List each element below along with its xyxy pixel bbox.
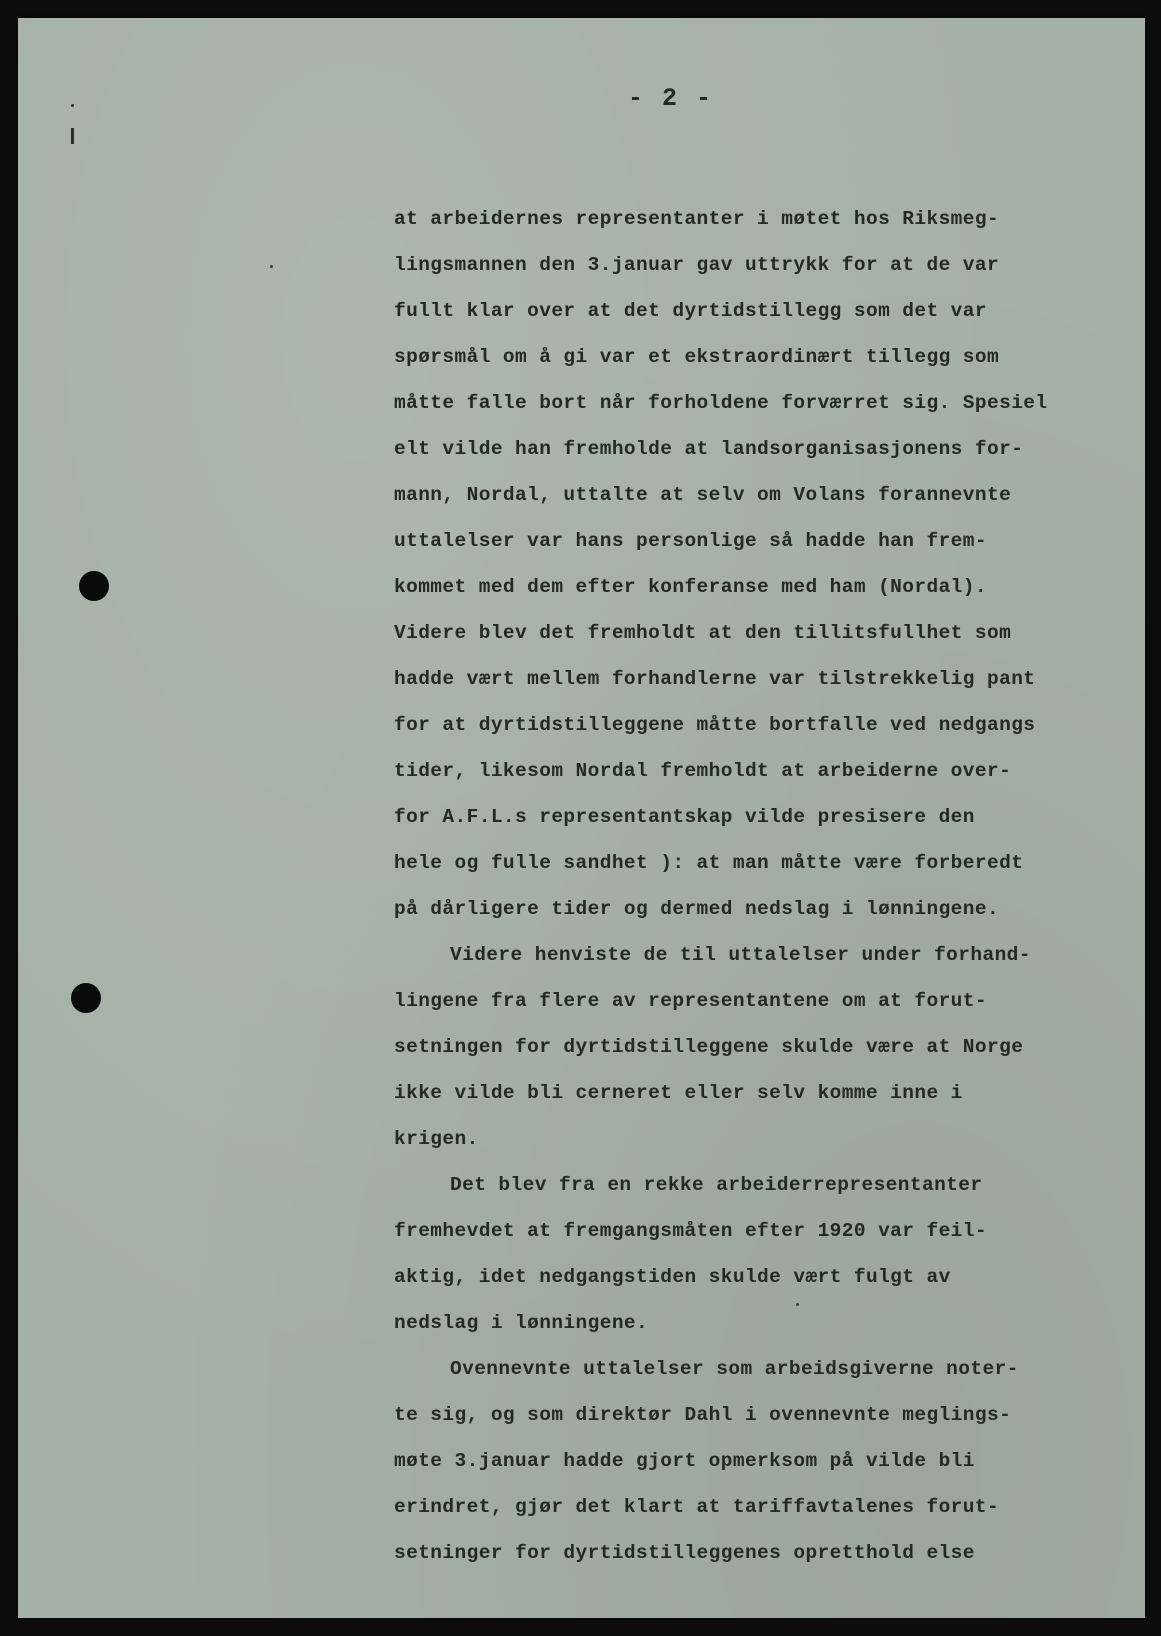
punch-hole-upper [79,571,109,601]
text-line: spørsmål om å gi var et ekstraordinært tillegg som [394,346,1000,368]
text-line: te sig, og som direktør Dahl i ovennevnte meglings- [394,1404,1012,1426]
typewritten-body [394,196,1114,1576]
text-line: kommet med dem efter konferanse med ham (Nordal). [394,576,987,598]
text-line: lingsmannen den 3.januar gav uttrykk for at de var [394,254,1000,276]
punch-hole-lower [71,983,101,1013]
text-line: aktig, idet nedgangstiden skulde vært fulgt av [394,1266,951,1288]
text-line: erindret, gjør det klart at tariffavtalenes forut- [394,1496,1000,1518]
text-line: uttalelser var hans personlige så hadde han frem- [394,530,987,552]
text-line: Ovennevnte uttalelser som arbeidsgiverne noter- [450,1358,1019,1380]
text-line: elt vilde han fremholde at landsorganisasjonens for- [394,438,1024,460]
text-line: måtte falle bort når forholdene forværret sig. Spesiel [394,392,1048,414]
paper-speck [270,265,273,268]
text-line: på dårligere tider og dermed nedslag i lønningene. [394,898,1000,920]
text-line: tider, likesom Nordal fremholdt at arbeiderne over- [394,760,1012,782]
text-line: hele og fulle sandhet ): at man måtte være forberedt [394,852,1024,874]
text-line: hadde vært mellem forhandlerne var tilstrekkelig pant [394,668,1036,690]
text-line: ikke vilde bli cerneret eller selv komme inne i [394,1082,963,1104]
text-line: setninger for dyrtidstilleggenes opretthold else [394,1542,975,1564]
text-line: for at dyrtidstilleggene måtte bortfalle ved nedgangs [394,714,1036,736]
text-line: Det blev fra en rekke arbeiderrepresentanter [450,1174,983,1196]
text-line: mann, Nordal, uttalte at selv om Volans forannevnte [394,484,1012,506]
text-line: møte 3.januar hadde gjort opmerksom på vilde bli [394,1450,975,1472]
text-line: fremhevdet at fremgangsmåten efter 1920 var feil- [394,1220,987,1242]
text-line: krigen. [394,1128,479,1150]
margin-mark [70,104,74,138]
text-line: Videre henviste de til uttalelser under forhand- [450,944,1031,966]
text-line: fullt klar over at det dyrtidstillegg som det var [394,300,987,322]
text-line: Videre blev det fremholdt at den tillitsfullhet som [394,622,1012,644]
text-line: lingene fra flere av representantene om at forut- [394,990,987,1012]
page-number: - 2 - [628,84,714,113]
document-page [18,18,1145,1618]
text-line: at arbeidernes representanter i møtet hos Riksmeg- [394,208,1000,230]
text-line: nedslag i lønningene. [394,1312,649,1334]
text-line: setningen for dyrtidstilleggene skulde være at Norge [394,1036,1024,1058]
text-line: for A.F.L.s representantskap vilde presisere den [394,806,975,828]
